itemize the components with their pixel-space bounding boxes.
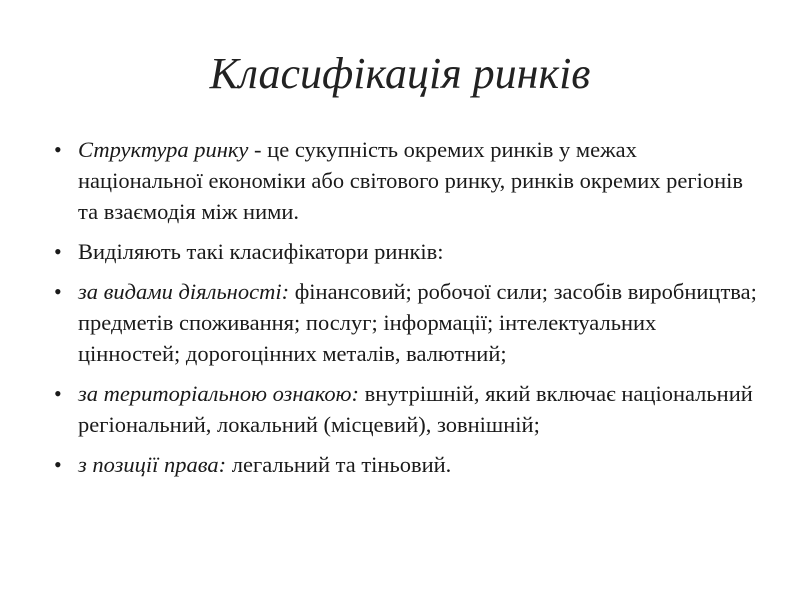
bullet-list: [52, 134, 758, 489]
bullet-term: Структура ринку: [78, 137, 249, 162]
bullet-dot-icon: •: [54, 381, 62, 406]
bullet-item-structure: [52, 134, 758, 227]
bullet-text: легальний та тіньовий.: [226, 452, 452, 477]
bullet-text: фінансовий; робочої сили; засобів виробництва; предметів споживання; послуг; інформації; інтелектуальних цінностей; дорогоцінних металів, валютний;: [78, 279, 757, 366]
bullet-text: Виділяють такі класифікатори ринків:: [78, 239, 444, 264]
bullet-item-activity: [52, 276, 758, 369]
bullet-dot-icon: •: [54, 239, 62, 264]
slide-title: Класифікація ринків: [209, 49, 591, 98]
bullet-text: внутрішній, який включає національний регіональний, локальний (місцевий), зовнішній;: [78, 381, 753, 437]
bullet-term: з позиції права:: [78, 452, 227, 477]
bullet-dot-icon: •: [54, 452, 62, 477]
bullet-dot-icon: •: [54, 137, 62, 162]
bullet-term: за територіальною ознакою:: [78, 381, 360, 406]
bullet-term: за видами діяльності:: [78, 279, 290, 304]
bullet-dot-icon: •: [54, 279, 62, 304]
bullet-item-law: [52, 449, 758, 480]
bullet-text: - це сукупність окремих ринків у межах національної економіки або світового ринку, ринків окремих регіонів та взаємодія між ними.: [78, 137, 744, 224]
bullet-item-territory: [52, 378, 758, 440]
bullet-item-classifiers: [52, 236, 758, 267]
